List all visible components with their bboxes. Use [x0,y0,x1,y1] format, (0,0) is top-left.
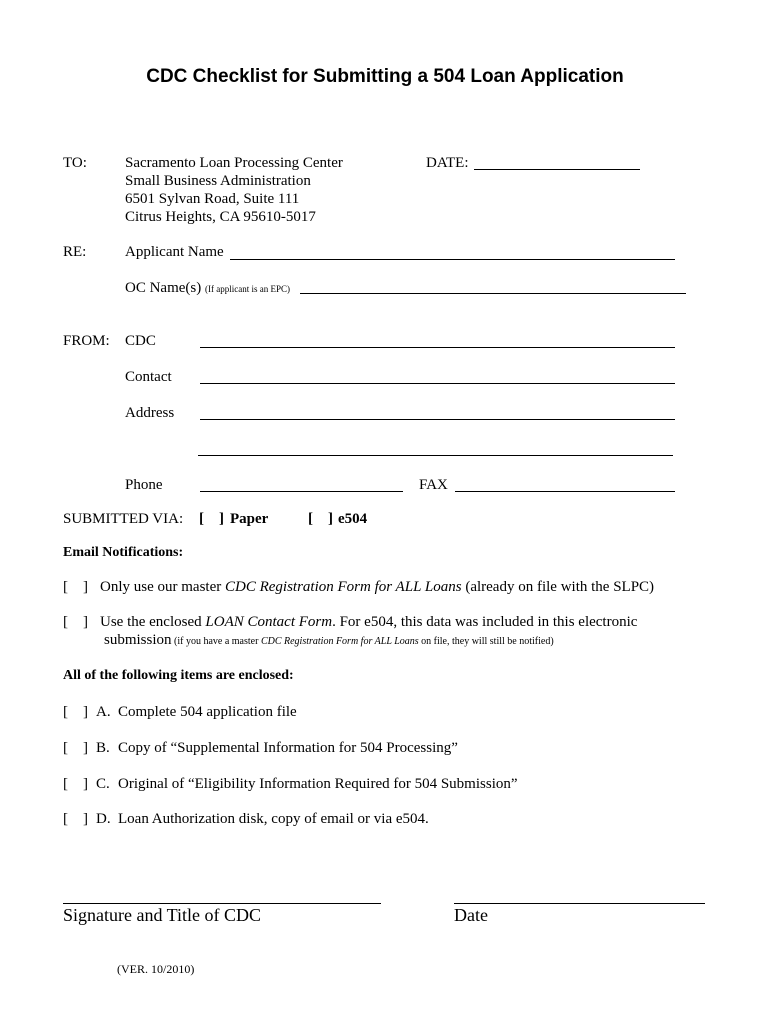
email-option-2-note-pre: (if you have a master [171,636,261,647]
email-option-2-post: . For e504, this data was included in this electronic [332,614,638,630]
item-b-checkbox[interactable]: [ ] [63,740,88,756]
oc-name-field[interactable] [300,293,686,294]
item-d-checkbox[interactable]: [ ] [63,811,88,827]
version-note: (VER. 10/2010) [117,962,195,976]
signature-label: Signature and Title of CDC [63,905,262,925]
item-c-checkbox[interactable]: [ ] [63,776,88,792]
to-label: TO: [63,155,87,171]
phone-field[interactable] [200,491,403,492]
oc-name-note: (If applicant is an EPC) [204,284,290,294]
submitted-via-label: SUBMITTED VIA: [63,511,184,527]
item-b-text: Copy of “Supplemental Information for 504 Processing” [118,740,458,756]
address-label: Address [125,405,175,421]
re-label: RE: [63,244,87,260]
to-line-1: Sacramento Loan Processing Center [125,155,343,171]
email-option-2-form-name: LOAN Contact Form [205,614,333,630]
cdc-field[interactable] [200,347,675,348]
from-label: FROM: [63,333,110,349]
e504-checkbox[interactable]: [ ] [308,511,333,527]
item-d-text: Loan Authorization disk, copy of email or via e504. [118,811,429,827]
fax-label: FAX [419,477,448,493]
email-option-2-text [100,614,637,631]
paper-checkbox[interactable]: [ ] [199,511,224,527]
enclosed-heading: All of the following items are enclosed: [63,668,294,683]
cdc-label: CDC [125,333,156,349]
date-field[interactable] [474,169,640,170]
email-notifications-heading: Email Notifications: [63,545,184,560]
email-option-2-checkbox[interactable]: [ ] [63,614,88,630]
paper-label: Paper [230,511,269,527]
oc-name-label [125,280,290,297]
item-c-text: Original of “Eligibility Information Required for 504 Submission” [118,776,518,792]
email-option-1-pre: Only use our master [100,579,225,595]
document-title: CDC Checklist for Submitting a 504 Loan Application [146,66,624,87]
to-line-2: Small Business Administration [125,173,311,189]
address-field-line-1[interactable] [200,419,675,420]
item-b-letter: B. [96,740,110,756]
email-option-2-note-post: on file, they will still be notified) [418,636,554,647]
item-a-letter: A. [96,704,111,720]
to-line-4: Citrus Heights, CA 95610-5017 [125,209,316,225]
signature-date-label: Date [454,905,488,925]
signature-field[interactable] [63,903,381,904]
phone-label: Phone [125,477,163,493]
email-option-2-line-2 [104,632,554,649]
email-option-1-text [100,579,654,596]
address-field-line-2[interactable] [198,455,673,456]
email-option-2-submission: submission [104,632,172,648]
applicant-name-field[interactable] [230,259,675,260]
contact-field[interactable] [200,383,675,384]
applicant-name-label: Applicant Name [125,244,224,260]
to-line-3: 6501 Sylvan Road, Suite 111 [125,191,300,207]
item-a-checkbox[interactable]: [ ] [63,704,88,720]
contact-label: Contact [125,369,172,385]
signature-date-field[interactable] [454,903,705,904]
item-a-text: Complete 504 application file [118,704,297,720]
fax-field[interactable] [455,491,675,492]
email-option-2-note-form-name: CDC Registration Form for ALL Loans [260,636,419,647]
email-option-1-form-name: CDC Registration Form for ALL Loans [224,579,462,595]
email-option-1-post: (already on file with the SLPC) [461,579,655,595]
email-option-2-pre: Use the enclosed [100,614,206,630]
e504-label: e504 [338,511,368,527]
oc-name-text: OC Name(s) [125,280,202,296]
date-label: DATE: [426,155,469,171]
email-option-1-checkbox[interactable]: [ ] [63,579,88,595]
item-d-letter: D. [96,811,111,827]
item-c-letter: C. [96,776,110,792]
